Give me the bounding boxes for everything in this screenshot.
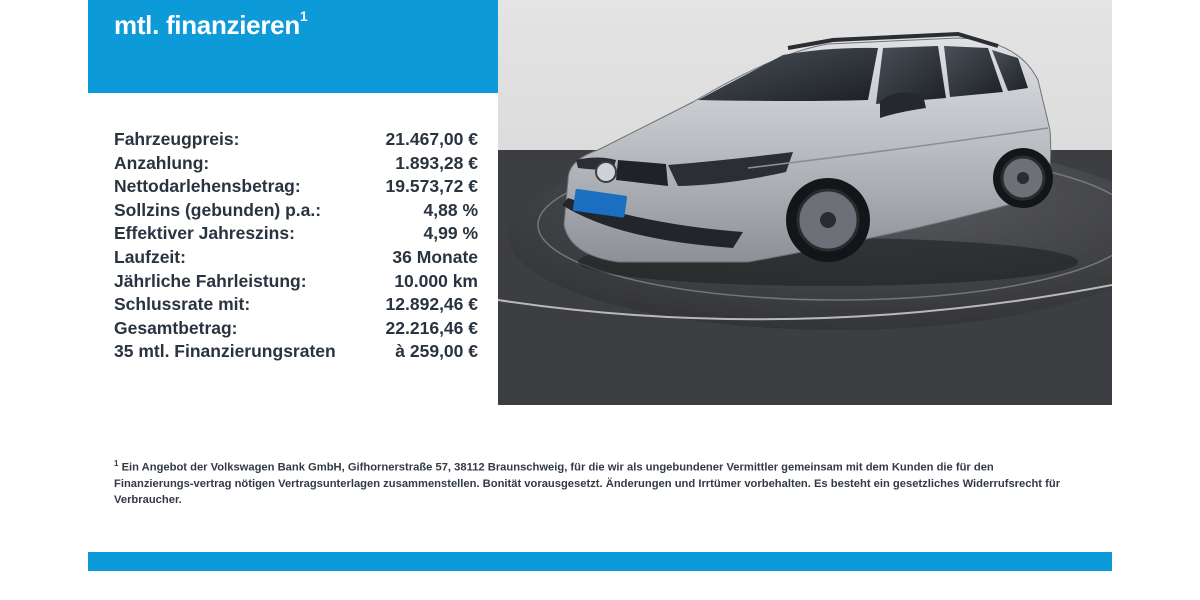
row-label: Fahrzeugpreis: — [114, 129, 240, 149]
row-value: à 259,00 € — [395, 341, 478, 362]
row-label: Schlussrate mit: — [114, 294, 251, 315]
row-value: 1.893,28 € — [395, 152, 478, 173]
row-value: 22.216,46 € — [385, 317, 478, 338]
financing-row — [114, 199, 478, 223]
financing-row — [114, 270, 478, 294]
row-value: 4,88 % — [423, 199, 478, 220]
row-label: 35 mtl. Finanzierungsraten — [114, 341, 336, 362]
financing-row — [114, 175, 478, 199]
row-value: 4,99 % — [423, 223, 478, 244]
footnote-marker: 1 — [114, 459, 119, 468]
car-photo — [498, 0, 1112, 405]
row-value: 19.573,72 € — [385, 176, 478, 197]
financing-row — [114, 152, 478, 176]
row-label: Anzahlung: — [114, 152, 210, 173]
financing-table — [114, 128, 478, 364]
row-label: Nettodarlehensbetrag: — [114, 176, 301, 197]
car-illustration — [498, 0, 1112, 405]
page-title — [114, 10, 307, 41]
financing-row — [114, 317, 478, 341]
row-label: Jährliche Fahrleistung: — [114, 270, 307, 291]
row-label: Effektiver Jahreszins: — [114, 223, 295, 244]
financing-row — [114, 222, 478, 246]
row-value: 12.892,46 € — [385, 294, 478, 315]
financing-row — [114, 128, 478, 152]
row-value: 21.467,00 € — [385, 129, 478, 149]
footer-area — [88, 571, 1112, 600]
footnote — [114, 456, 1074, 508]
title-footnote-marker: 1 — [299, 8, 308, 24]
header-banner — [88, 0, 498, 93]
row-label: Gesamtbetrag: — [114, 317, 238, 338]
row-label: Sollzins (gebunden) p.a.: — [114, 199, 322, 220]
title-text: mtl. finanzieren — [114, 10, 300, 40]
row-value: 36 Monate — [392, 246, 478, 267]
row-value: 10.000 km — [394, 270, 478, 291]
footer-bar — [88, 552, 1112, 571]
footnote-text: Ein Angebot der Volkswagen Bank GmbH, Gifhornerstraße 57, 38112 Braunschweig, für die wir als ungebundener Vermittler gemeinsam mit dem Kunden die für den Finanzierungs-vertrag nötigen Vertragsunterlagen zusammenstellen. Bonität vorausgesetzt. Änderungen und Irrtümer vorbehalten. Es besteht ein gesetzliches Widerrufsrecht für Verbraucher. — [114, 461, 1061, 506]
row-label: Laufzeit: — [114, 246, 186, 267]
financing-row — [114, 246, 478, 270]
financing-row — [114, 340, 478, 364]
financing-row — [114, 293, 478, 317]
